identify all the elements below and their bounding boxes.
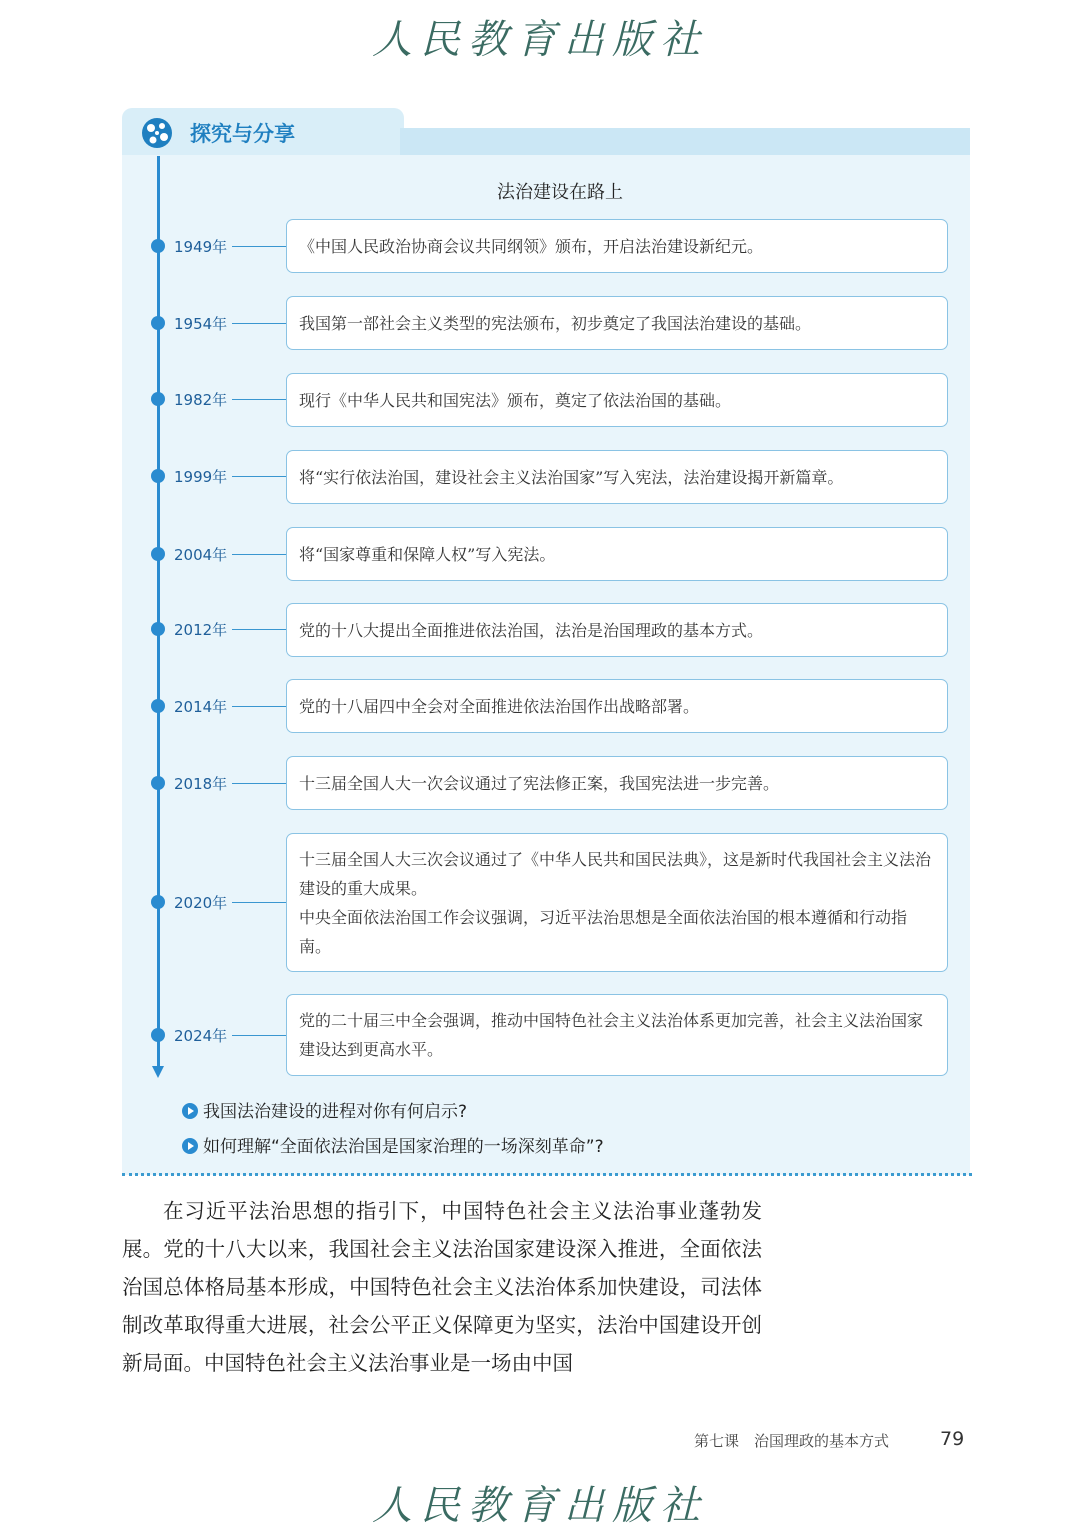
box-dotted-divider (122, 1173, 972, 1176)
event-year: 2020年 (174, 894, 228, 912)
event-card (286, 994, 948, 1076)
explore-share-icon (140, 116, 174, 150)
timeline-axis (157, 156, 160, 1068)
event-connector (232, 554, 286, 555)
timeline-dot (151, 547, 165, 561)
event-connector (232, 1035, 286, 1036)
footer-lesson-title: 第七课 治国理政的基本方式 (694, 1432, 890, 1450)
event-card (286, 450, 948, 504)
play-arrow-icon (182, 1103, 198, 1119)
event-text: 我国第一部社会主义类型的宪法颁布，初步奠定了我国法治建设的基础。 (299, 313, 812, 333)
event-text: 现行《中华人民共和国宪法》颁布，奠定了依法治国的基础。 (299, 390, 732, 410)
event-text: 党的十八届四中全会对全面推进依法治国作出战略部署。 (299, 696, 700, 716)
event-year: 2004年 (174, 546, 228, 564)
play-arrow-icon (182, 1138, 198, 1154)
event-year: 1999年 (174, 468, 228, 486)
event-card (286, 219, 948, 273)
timeline-dot (151, 776, 165, 790)
body-paragraph: 在习近平法治思想的指引下，中国特色社会主义法治事业蓬勃发展。党的十八大以来，我国社会主义法治国家建设深入推进，全面依法治国总体格局基本形成，中国特色社会主义法治体系加快建设，司法体制改革取得重大进展，社会公平正义保障更为坚实，法治中国建设开创新局面。中国特色社会主义法治事业是一场由中国 (122, 1199, 762, 1375)
event-card (286, 527, 948, 581)
event-connector (232, 902, 286, 903)
event-card (286, 679, 948, 733)
event-connector (232, 706, 286, 707)
timeline-dot (151, 316, 165, 330)
timeline-dot (151, 699, 165, 713)
event-text: 十三届全国人大一次会议通过了宪法修正案，我国宪法进一步完善。 (299, 773, 780, 793)
event-card (286, 756, 948, 810)
event-connector (232, 323, 286, 324)
event-card (286, 373, 948, 427)
event-year: 1982年 (174, 391, 228, 409)
timeline-dot (151, 469, 165, 483)
timeline-dot (151, 392, 165, 406)
discussion-question (182, 1132, 604, 1157)
timeline-dot (151, 895, 165, 909)
event-card (286, 296, 948, 350)
event-year: 2024年 (174, 1027, 228, 1045)
event-text: 党的十八大提出全面推进依法治国，法治是治国理政的基本方式。 (299, 620, 764, 640)
event-text: 将“实行依法治国，建设社会主义法治国家”写入宪法，法治建设揭开新篇章。 (299, 467, 844, 487)
event-text-secondary: 中央全面依法治国工作会议强调，习近平法治思想是全面依法治国的根本遵循和行动指南。 (299, 907, 908, 956)
event-year: 2012年 (174, 621, 228, 639)
event-connector (232, 629, 286, 630)
event-card (286, 603, 948, 657)
timeline-dot (151, 622, 165, 636)
event-text: 《中国人民政治协商会议共同纲领》颁布，开启法治建设新纪元。 (299, 236, 764, 256)
timeline-dot (151, 1028, 165, 1042)
event-year: 1949年 (174, 238, 228, 256)
publisher-watermark-top: 人民教育出版社 (372, 17, 708, 63)
event-text: 十三届全国人大三次会议通过了《中华人民共和国民法典》，这是新时代我国社会主义法治建设的重大成果。 (299, 849, 932, 898)
question-text: 我国法治建设的进程对你有何启示? (203, 1102, 468, 1122)
timeline-subtitle: 法治建设在路上 (497, 182, 623, 203)
event-text: 党的二十届三中全会强调，推动中国特色社会主义法治体系更加完善，社会主义法治国家建设达到更高水平。 (299, 1011, 924, 1059)
discussion-question (182, 1097, 467, 1122)
page-number: 79 (940, 1428, 965, 1450)
event-year: 2018年 (174, 775, 228, 793)
event-connector (232, 476, 286, 477)
event-connector (232, 246, 286, 247)
question-text: 如何理解“全面依法治国是国家治理的一场深刻革命”? (203, 1137, 604, 1157)
event-card (286, 833, 948, 972)
section-title: 探究与分享 (190, 122, 295, 146)
event-year: 2014年 (174, 698, 228, 716)
timeline-arrow-icon (152, 1066, 164, 1078)
event-year: 1954年 (174, 315, 228, 333)
event-connector (232, 399, 286, 400)
section-header-strip (400, 128, 970, 156)
publisher-watermark-bottom: 人民教育出版社 (372, 1483, 708, 1529)
event-text: 将“国家尊重和保障人权”写入宪法。 (299, 544, 556, 564)
event-connector (232, 783, 286, 784)
timeline-dot (151, 239, 165, 253)
